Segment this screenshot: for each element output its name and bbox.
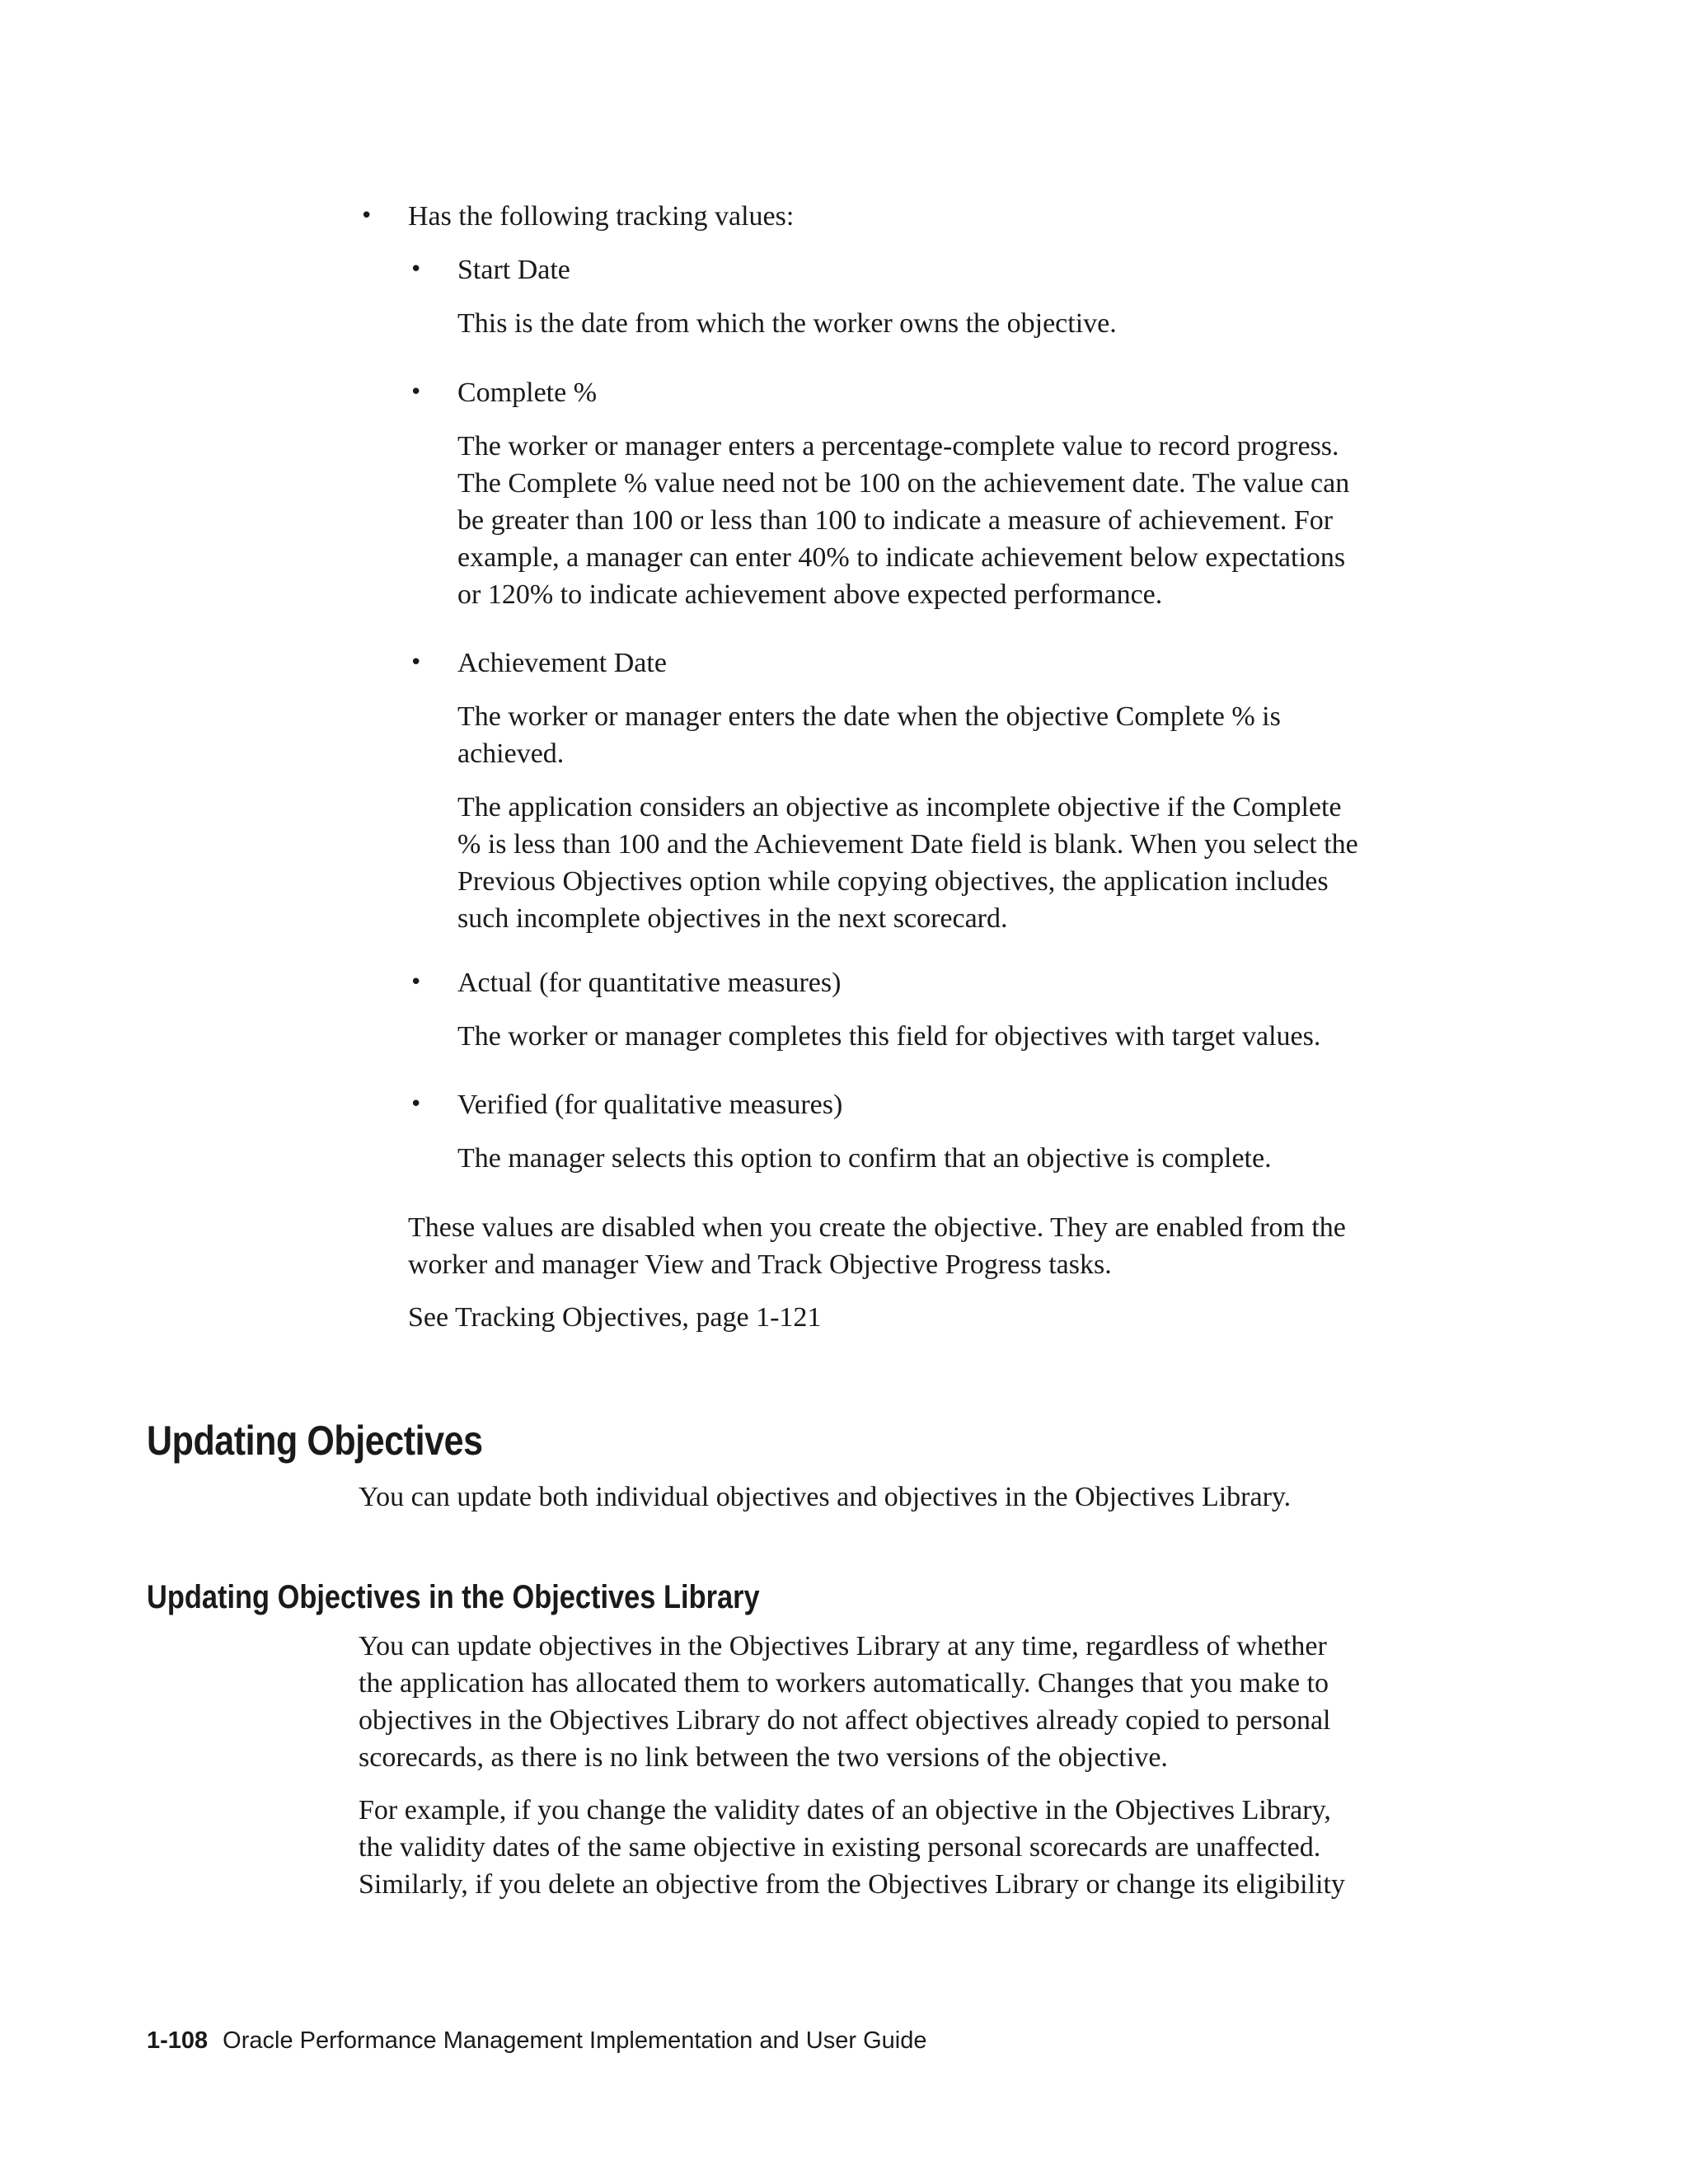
actual-label: Actual (for quantitative measures) — [457, 968, 842, 998]
text-line: scorecards, as there is no link between the two versions of the objective. — [359, 1742, 1168, 1773]
section-heading-updating-objectives: Updating Objectives — [147, 1418, 483, 1464]
text-line: the validity dates of the same objective in existing personal scorecards are unaffected. — [359, 1832, 1321, 1863]
text-line: % is less than 100 and the Achievement Date field is blank. When you select the — [457, 829, 1358, 860]
book-title: Oracle Performance Management Implementation and User Guide — [223, 2027, 927, 2054]
bullet-marker: • — [410, 1092, 423, 1117]
bullet-marker: • — [360, 204, 373, 228]
text-line: The application considers an objective as incomplete objective if the Complete — [457, 792, 1342, 823]
text-line: The worker or manager enters the date when the objective Complete % is — [457, 701, 1281, 732]
bullet-marker: • — [410, 650, 423, 675]
achievement-date-para1 — [457, 698, 1281, 772]
text-line: Previous Objectives option while copying objectives, the application includes — [457, 866, 1329, 897]
bullet-marker: • — [410, 380, 423, 405]
text-line: Similarly, if you delete an objective from the Objectives Library or change its eligibility — [359, 1869, 1345, 1900]
bullet-marker: • — [410, 257, 423, 282]
complete-pct-text — [457, 428, 1349, 613]
actual-text: The worker or manager completes this field for objectives with target values. — [457, 1021, 1321, 1052]
text-line: example, a manager can enter 40% to indicate achievement below expectations — [457, 542, 1346, 573]
tracking-intro: Has the following tracking values: — [408, 201, 795, 232]
text-line: worker and manager View and Track Objective Progress tasks. — [408, 1249, 1112, 1280]
text-line: The Complete % value need not be 100 on the achievement date. The value can — [457, 468, 1350, 499]
text-line: achieved. — [457, 738, 565, 769]
achievement-date-para2 — [457, 789, 1358, 937]
page-number: 1-108 — [147, 2027, 209, 2054]
text-line: objectives in the Objectives Library do not affect objectives already copied to personal — [359, 1705, 1331, 1736]
text-line: or 120% to indicate achievement above expected performance. — [457, 579, 1163, 610]
achievement-date-label: Achievement Date — [457, 648, 667, 678]
section-intro: You can update both individual objectives and objectives in the Objectives Library. — [359, 1482, 1292, 1512]
text-line: be greater than 100 or less than 100 to indicate a measure of achievement. For — [457, 505, 1334, 536]
verified-text: The manager selects this option to confirm that an objective is complete. — [457, 1143, 1272, 1174]
text-line: You can update objectives in the Objectives Library at any time, regardless of whether — [359, 1631, 1327, 1661]
library-para1 — [359, 1628, 1331, 1776]
text-line: The worker or manager enters a percentage-complete value to record progress. — [457, 431, 1339, 462]
complete-pct-label: Complete % — [457, 377, 598, 408]
library-para2 — [359, 1792, 1345, 1903]
bullet-marker: • — [410, 970, 423, 995]
text-line: the application has allocated them to workers automatically. Changes that you make to — [359, 1668, 1329, 1699]
start-date-text: This is the date from which the worker owns the objective. — [457, 308, 1117, 339]
text-line: These values are disabled when you create the objective. They are enabled from the — [408, 1212, 1346, 1243]
text-line: such incomplete objectives in the next scorecard. — [457, 903, 1008, 934]
subsection-heading-objectives-library: Updating Objectives in the Objectives Library — [147, 1579, 760, 1615]
start-date-label: Start Date — [457, 255, 570, 285]
see-tracking-objectives-link[interactable]: See Tracking Objectives, page 1-121 — [408, 1302, 822, 1333]
disabled-note — [408, 1209, 1346, 1283]
verified-label: Verified (for qualitative measures) — [457, 1090, 843, 1120]
page-footer — [147, 2026, 926, 2055]
text-line: For example, if you change the validity dates of an objective in the Objectives Library, — [359, 1795, 1331, 1825]
